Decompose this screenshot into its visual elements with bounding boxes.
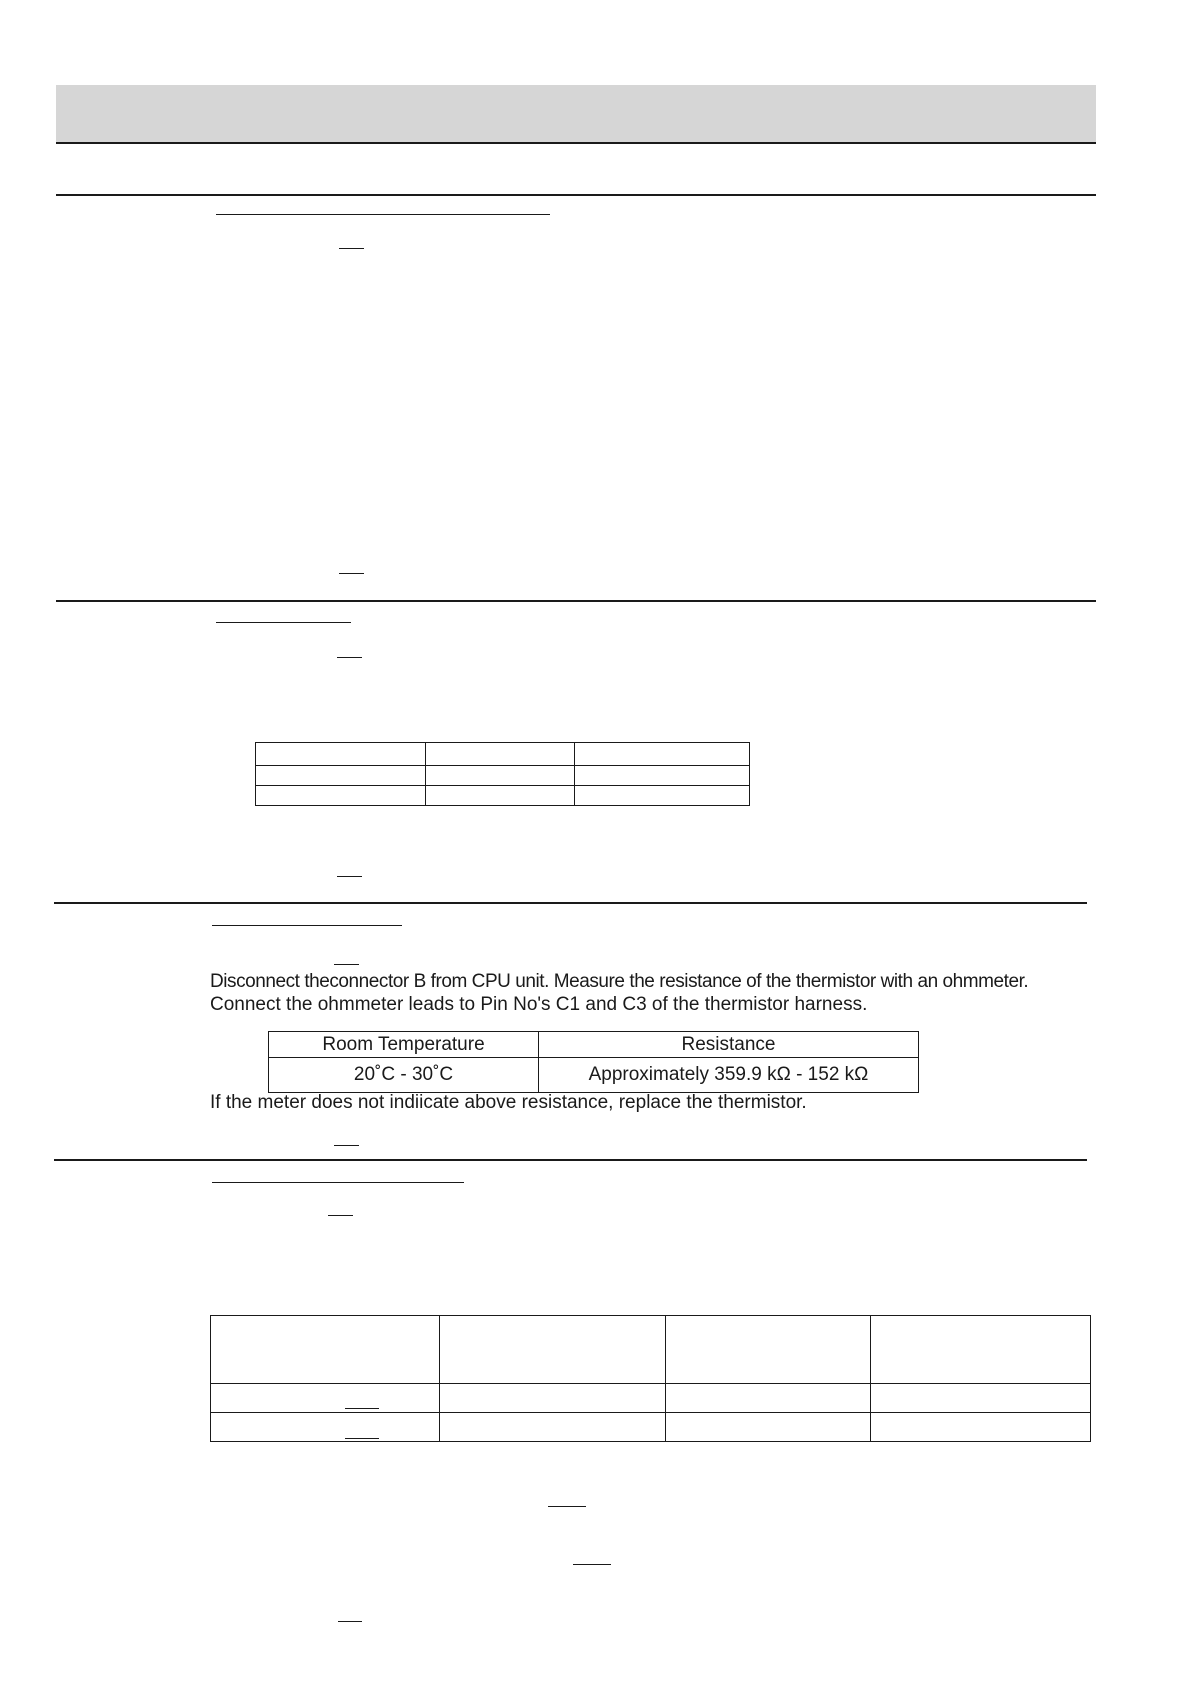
table-cell xyxy=(426,786,575,806)
table-cell xyxy=(256,766,426,786)
table-cell xyxy=(440,1413,666,1442)
table-cell xyxy=(440,1384,666,1413)
section-2-table xyxy=(255,742,750,806)
instruction-line-2: Connect the ohmmeter leads to Pin No's C1 and C3 of the thermistor harness. xyxy=(210,994,868,1015)
header-rule xyxy=(56,142,1096,144)
cell-marker xyxy=(345,1438,379,1439)
table-cell xyxy=(426,766,575,786)
table-cell xyxy=(575,786,750,806)
value-room-temperature: 20˚C - 30˚C xyxy=(269,1058,539,1093)
table-cell xyxy=(426,743,575,766)
step-marker xyxy=(339,573,364,574)
table-cell xyxy=(871,1413,1091,1442)
table-cell xyxy=(871,1384,1091,1413)
step-marker xyxy=(338,1621,362,1622)
step-marker xyxy=(337,876,362,877)
section-1-heading-underline xyxy=(216,214,550,215)
section-divider-3 xyxy=(54,902,1087,904)
instruction-line-1: Disconnect theconnector B from CPU unit. Measure the resistance of the thermistor with an ohmmeter. xyxy=(210,971,1029,992)
value-resistance: Approximately 359.9 kΩ - 152 kΩ xyxy=(539,1058,919,1093)
table-cell xyxy=(256,743,426,766)
table-cell xyxy=(871,1316,1091,1384)
header-room-temperature: Room Temperature xyxy=(269,1032,539,1058)
table-cell xyxy=(666,1413,871,1442)
step-marker xyxy=(339,248,364,249)
table-cell xyxy=(211,1316,440,1384)
table-cell xyxy=(575,743,750,766)
table-cell xyxy=(211,1413,440,1442)
step-marker xyxy=(548,1506,586,1507)
step-marker xyxy=(573,1564,611,1565)
section-divider-1 xyxy=(56,194,1096,196)
header-resistance: Resistance xyxy=(539,1032,919,1058)
header-band xyxy=(56,85,1096,142)
resistance-table xyxy=(268,1031,919,1093)
section-4-heading-underline xyxy=(212,1182,464,1183)
section-2-heading-underline xyxy=(216,622,351,623)
step-marker xyxy=(334,964,359,965)
replacement-note: If the meter does not indiicate above resistance, replace the thermistor. xyxy=(210,1092,807,1113)
table-cell xyxy=(575,766,750,786)
step-marker xyxy=(337,657,362,658)
section-4-table xyxy=(210,1315,1091,1442)
table-cell xyxy=(256,786,426,806)
table-cell xyxy=(440,1316,666,1384)
table-cell xyxy=(666,1384,871,1413)
cell-marker xyxy=(345,1408,379,1409)
table-cell xyxy=(666,1316,871,1384)
section-3-heading-underline xyxy=(212,925,402,926)
table-cell xyxy=(211,1384,440,1413)
step-marker xyxy=(334,1145,359,1146)
step-marker xyxy=(328,1215,353,1216)
section-divider-4 xyxy=(54,1159,1087,1161)
section-divider-2 xyxy=(56,600,1096,602)
